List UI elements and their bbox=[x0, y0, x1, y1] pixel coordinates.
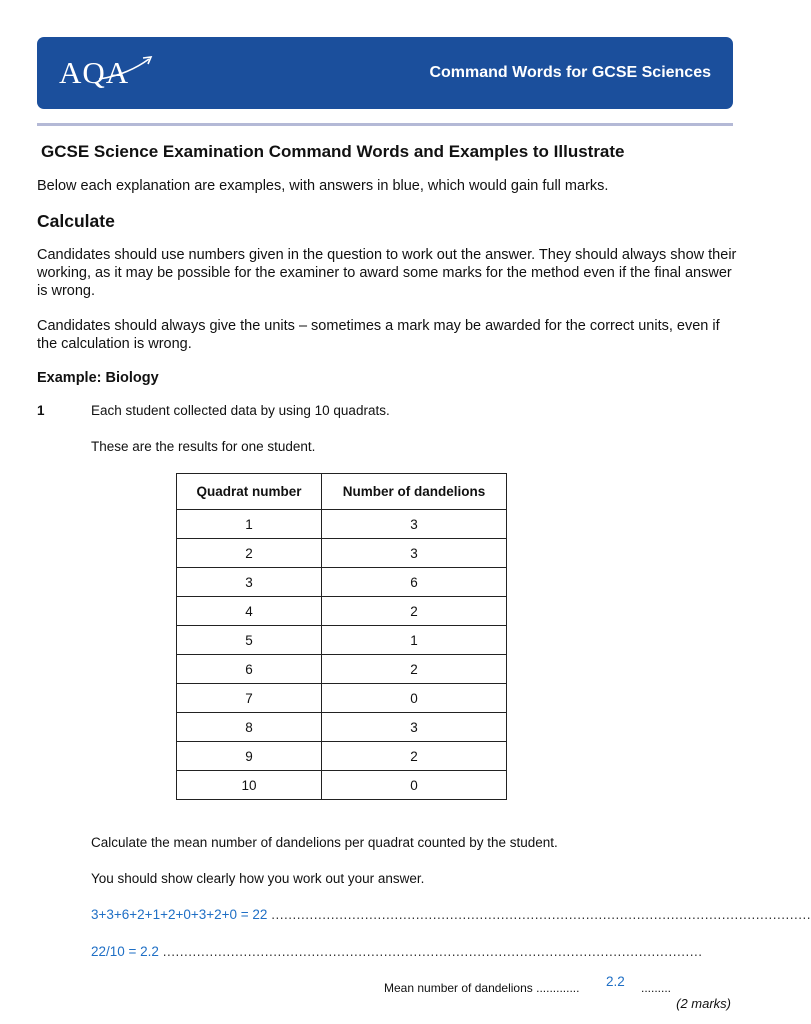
header-banner bbox=[37, 37, 733, 109]
question-text: Calculate the mean number of dandelions per quadrat counted by the student. bbox=[91, 835, 558, 850]
table-header-row bbox=[177, 474, 507, 510]
question-text: You should show clearly how you work out your answer. bbox=[91, 871, 425, 886]
table-cell: 1 bbox=[322, 626, 507, 655]
table-cell: 3 bbox=[177, 568, 322, 597]
banner-title: Command Words for GCSE Sciences bbox=[429, 64, 711, 81]
table-row bbox=[177, 655, 507, 684]
working-answer: 22/10 = 2.2 bbox=[91, 944, 159, 959]
answer-working-line bbox=[91, 907, 811, 922]
table-row bbox=[177, 539, 507, 568]
table-cell: 10 bbox=[177, 771, 322, 800]
example-heading: Example: Biology bbox=[37, 370, 159, 386]
table-cell: 3 bbox=[322, 539, 507, 568]
mean-answer: 2.2 bbox=[606, 974, 625, 989]
table-row bbox=[177, 597, 507, 626]
marks-label: (2 marks) bbox=[676, 996, 731, 1011]
table-row bbox=[177, 713, 507, 742]
results-table bbox=[176, 473, 507, 800]
intro-text: Below each explanation are examples, with answers in blue, which would gain full marks. bbox=[37, 178, 609, 194]
column-header: Number of dandelions bbox=[322, 474, 507, 510]
logo-swoosh-icon bbox=[97, 53, 157, 83]
table-cell: 7 bbox=[177, 684, 322, 713]
table-cell: 2 bbox=[322, 655, 507, 684]
paragraph-method: Candidates should use numbers given in the question to work out the answer. They should always show their working, as it may be possible for the examiner to award some marks for the method even if the final answer is wrong. bbox=[37, 247, 737, 299]
mean-label bbox=[384, 981, 579, 995]
paragraph-units: Candidates should always give the units – sometimes a mark may be awarded for the correct units, even if the calculation is wrong. bbox=[37, 318, 720, 352]
mean-label-text: Mean number of dandelions bbox=[384, 981, 533, 995]
table-cell: 2 bbox=[322, 597, 507, 626]
table-cell: 0 bbox=[322, 771, 507, 800]
column-header: Quadrat number bbox=[177, 474, 322, 510]
table-cell: 0 bbox=[322, 684, 507, 713]
table-cell: 3 bbox=[322, 713, 507, 742]
table-row bbox=[177, 742, 507, 771]
table-row bbox=[177, 684, 507, 713]
table-row bbox=[177, 626, 507, 655]
table-cell: 6 bbox=[177, 655, 322, 684]
table-cell: 9 bbox=[177, 742, 322, 771]
page-title: GCSE Science Examination Command Words and Examples to Illustrate bbox=[41, 142, 625, 161]
table-row bbox=[177, 568, 507, 597]
answer-dots: ............. bbox=[536, 981, 580, 995]
table-cell: 4 bbox=[177, 597, 322, 626]
answer-dots: ............................................................................................................................... bbox=[271, 907, 811, 922]
answer-working-line bbox=[91, 944, 703, 959]
table-cell: 1 bbox=[177, 510, 322, 539]
table-cell: 3 bbox=[322, 510, 507, 539]
question-number: 1 bbox=[37, 403, 45, 418]
question-text: These are the results for one student. bbox=[91, 439, 316, 454]
table-cell: 6 bbox=[322, 568, 507, 597]
table-cell: 2 bbox=[177, 539, 322, 568]
table-cell: 8 bbox=[177, 713, 322, 742]
table-cell: 5 bbox=[177, 626, 322, 655]
question-text: Each student collected data by using 10 quadrats. bbox=[91, 403, 390, 418]
table-row bbox=[177, 510, 507, 539]
header-divider bbox=[37, 123, 733, 126]
section-heading: Calculate bbox=[37, 211, 115, 231]
answer-dots: ......... bbox=[641, 981, 672, 995]
table-row bbox=[177, 771, 507, 800]
table-cell: 2 bbox=[322, 742, 507, 771]
answer-dots: ............................................................................................................................... bbox=[162, 944, 703, 959]
working-answer: 3+3+6+2+1+2+0+3+2+0 = 22 bbox=[91, 907, 268, 922]
aqa-logo: AQA bbox=[59, 55, 130, 90]
